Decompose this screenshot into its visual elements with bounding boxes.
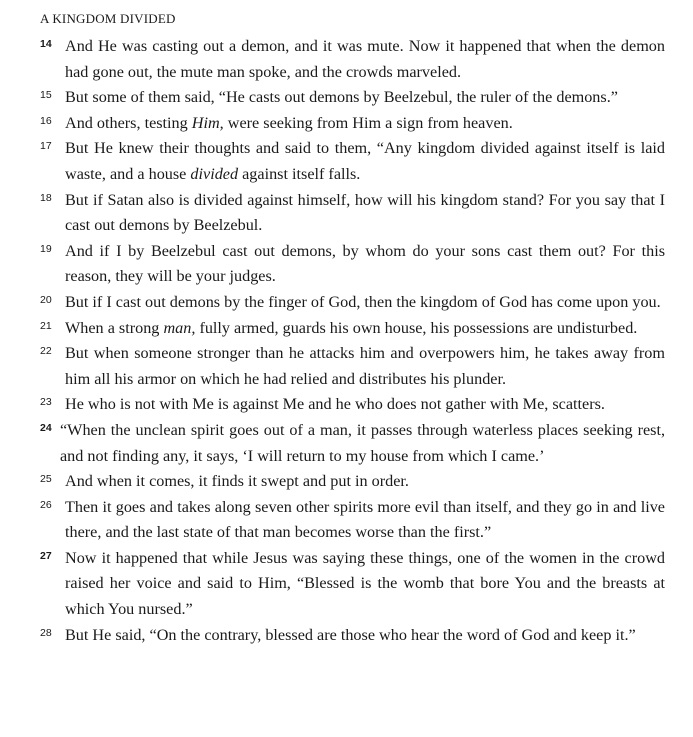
text-run: He who is not with Me is against Me and he who does not gather with Me, scatters. (65, 395, 605, 414)
text-run: against itself falls. (238, 164, 361, 183)
text-run: And others, testing (65, 113, 192, 132)
verse-number: 19 (40, 242, 52, 255)
verse-text (60, 418, 665, 469)
verse-text (65, 341, 665, 392)
verse-text (65, 469, 665, 495)
verse-18 (40, 188, 665, 239)
verse-28 (40, 623, 665, 649)
verse-text (65, 188, 665, 239)
verse-19 (40, 239, 665, 290)
text-run: But if Satan also is divided against himself, how will his kingdom stand? For you say that I cast out demons by Beelzebul. (65, 190, 665, 235)
text-run: “When the unclean spirit goes out of a man, it passes through waterless places seeking rest, and not finding any, it says, ‘I will return to my house from which I came.’ (60, 420, 665, 465)
text-run: And if I by Beelzebul cast out demons, by whom do your sons cast them out? For this reason, they will be your judges. (65, 241, 665, 286)
text-run: Then it goes and takes along seven other spirits more evil than itself, and they go in and live there, and the last state of that man becomes worse than the first.” (65, 497, 665, 542)
text-run: were seeking from Him a sign from heaven. (223, 113, 513, 132)
verse-25 (40, 469, 665, 495)
text-run: And He was casting out a demon, and it was mute. Now it happened that when the demon had gone out, the mute man spoke, and the crowds marveled. (65, 37, 665, 81)
verse-15 (40, 85, 665, 111)
text-run: When a strong (65, 318, 164, 337)
verse-number: 28 (40, 626, 52, 639)
section-heading: A KINGDOM DIVIDED (40, 11, 176, 26)
verse-text (65, 85, 665, 111)
verse-23 (40, 392, 665, 418)
verse-21 (40, 316, 665, 342)
verse-number: 25 (40, 473, 52, 486)
verse-text (65, 546, 665, 623)
verse-number: 27 (40, 549, 52, 562)
verse-16 (40, 111, 665, 137)
verse-number: 21 (40, 319, 52, 332)
italic-word: divided (190, 164, 239, 183)
text-run: But if I cast out demons by the finger of God, then the kingdom of God has come upon you. (65, 292, 661, 311)
verse-number: 14 (40, 38, 52, 50)
verse-17 (40, 136, 665, 187)
text-run: But He said, “On the contrary, blessed are those who hear the word of God and keep it.” (65, 625, 636, 644)
verse-text (65, 290, 665, 316)
verse-text (65, 392, 665, 418)
text-run: fully armed, guards his own house, his possessions are undisturbed. (195, 318, 638, 337)
verse-22 (40, 341, 665, 392)
italic-word: Him, (191, 113, 224, 132)
verse-text (65, 34, 665, 85)
verse-text (65, 623, 665, 649)
verse-number: 22 (40, 345, 52, 358)
text-run: But some of them said, “He casts out demons by Beelzebul, the ruler of the demons.” (65, 88, 618, 107)
verse-20 (40, 290, 665, 316)
verse-24 (40, 418, 665, 469)
verse-number: 23 (40, 396, 52, 409)
verse-text (65, 136, 665, 187)
verse-number: 20 (40, 293, 52, 306)
text-run: But when someone stronger than he attacks him and overpowers him, he takes away from him all his armor on which he had relied and distributes his plunder. (65, 344, 665, 388)
verse-26 (40, 495, 665, 546)
verse-27 (40, 546, 665, 623)
italic-word: man, (163, 318, 196, 337)
verse-number: 24 (40, 421, 52, 434)
verse-number: 17 (40, 140, 52, 153)
verse-number: 18 (40, 191, 52, 204)
verse-list (40, 34, 665, 648)
text-run: And when it comes, it finds it swept and put in order. (65, 472, 409, 491)
verse-14 (40, 34, 665, 85)
verse-text (65, 495, 665, 546)
verse-number: 26 (40, 498, 52, 511)
text-run: But He knew their thoughts and said to them, “Any kingdom divided against itself is laid waste, and a house (65, 139, 665, 183)
verse-text (65, 239, 665, 290)
verse-text (65, 111, 665, 137)
verse-text (65, 316, 665, 342)
verse-number: 15 (40, 89, 52, 102)
text-run: Now it happened that while Jesus was saying these things, one of the women in the crowd raised her voice and said to Him, “Blessed is the womb that bore You and the breasts at which You nursed.” (65, 548, 665, 619)
verse-number: 16 (40, 114, 52, 127)
